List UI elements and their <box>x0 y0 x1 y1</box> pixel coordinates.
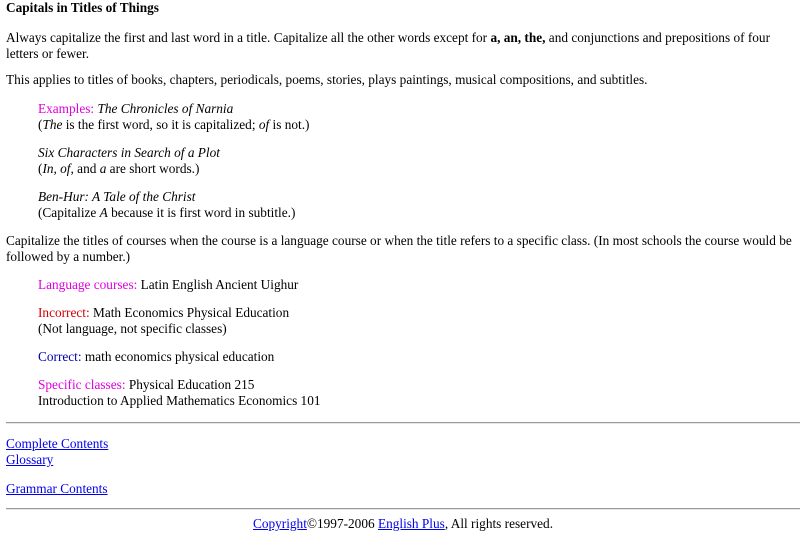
example-2-note-words: In, of, <box>42 161 74 176</box>
correct-courses <box>38 349 800 365</box>
nav-links-group <box>6 436 800 468</box>
rights-text: , All rights reserved. <box>444 516 554 531</box>
example-1-note-end: is not.) <box>269 117 310 132</box>
example-1-note-mid: is the first word, so it is capitalized; <box>62 117 259 132</box>
glossary-link[interactable]: Glossary <box>6 452 54 467</box>
example-3 <box>38 189 800 221</box>
example-1-note-of: of <box>258 117 270 132</box>
intro-after: and conjunctions and prepositions of four letters or fewer. <box>6 30 771 61</box>
courses-rule-paragraph: Capitalize the titles of courses when the course is a language course or when the title refers to a specific class. (In most schools the course would be followed by a number.) <box>6 233 792 264</box>
correct-text: math economics physical education <box>81 349 275 364</box>
intro-paragraph <box>6 30 800 62</box>
language-courses-text: Latin English Ancient Uighur <box>137 277 299 292</box>
specific-classes-text-1: Physical Education 215 <box>125 377 255 392</box>
divider-top <box>6 422 800 424</box>
incorrect-label: Incorrect: <box>38 305 90 320</box>
example-2-note-open: ( <box>38 161 43 176</box>
example-1 <box>38 101 800 133</box>
example-1-note-the: The <box>42 117 63 132</box>
specific-classes <box>38 377 800 409</box>
example-3-note-a: A <box>99 205 108 220</box>
example-2-note <box>38 161 800 177</box>
example-3-title: Ben-Hur: A Tale of the Christ <box>38 189 196 204</box>
incorrect-note: (Not language, not specific classes) <box>38 321 227 336</box>
divider-bottom <box>6 508 800 510</box>
complete-contents-link[interactable]: Complete Contents <box>6 436 109 451</box>
example-2-note-end: are short words.) <box>106 161 200 176</box>
language-courses <box>38 277 800 293</box>
correct-label: Correct: <box>38 349 82 364</box>
english-plus-link[interactable]: English Plus <box>377 516 445 531</box>
intro-bold-articles: a, an, the, <box>490 30 546 45</box>
examples-label: Examples: <box>38 101 95 116</box>
example-3-note <box>38 205 800 221</box>
grammar-contents-link[interactable]: Grammar Contents <box>6 481 108 496</box>
example-2-title: Six Characters in Search of a Plot <box>38 145 220 160</box>
page-title: Capitals in Titles of Things <box>6 0 159 15</box>
example-3-note-open: (Capitalize <box>38 205 100 220</box>
specific-classes-text-2: Introduction to Applied Mathematics Economics 101 <box>38 393 321 408</box>
specific-classes-label: Specific classes: <box>38 377 126 392</box>
intro-before: Always capitalize the first and last word in a title. Capitalize all the other words except for <box>6 30 491 45</box>
example-2 <box>38 145 800 177</box>
example-2-note-and: and <box>73 161 100 176</box>
applies-paragraph: This applies to titles of books, chapters, periodicals, poems, stories, plays paintings, musical compositions, and subtitles. <box>6 72 648 87</box>
incorrect-courses <box>38 305 800 337</box>
copyright-years: ©1997-2006 <box>306 516 378 531</box>
example-1-title: The Chronicles of Narnia <box>97 101 234 116</box>
copyright-link[interactable]: Copyright <box>252 516 307 531</box>
example-2-note-a: a <box>99 161 107 176</box>
example-1-note-open: ( <box>38 117 43 132</box>
example-1-note <box>38 117 800 133</box>
footer <box>0 516 800 532</box>
grammar-contents-row <box>6 481 800 497</box>
incorrect-text: Math Economics Physical Education <box>89 305 290 320</box>
language-courses-label: Language courses: <box>38 277 138 292</box>
example-3-note-end: because it is first word in subtitle.) <box>107 205 296 220</box>
